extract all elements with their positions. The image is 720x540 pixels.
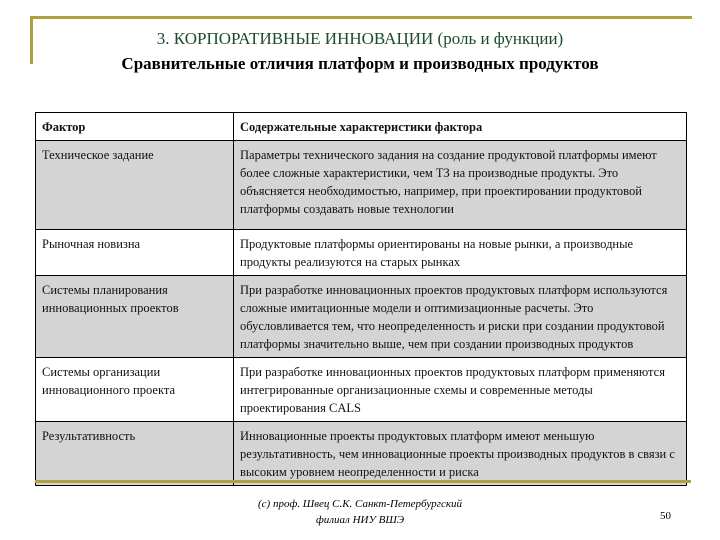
description-cell: При разработке инновационных проектов продуктовых платформ применяются интегрированные организационные схемы и современные методы проектирования CALS <box>234 358 687 422</box>
footer-line-2: филиал НИУ ВШЭ <box>315 514 405 526</box>
top-divider <box>30 16 692 19</box>
header-characteristics: Содержательные характеристики фактора <box>234 113 687 141</box>
description-cell: Продуктовые платформы ориентированы на новые рынки, а производные продукты реализуются на старых рынках <box>234 230 687 276</box>
factor-cell: Рыночная новизна <box>36 230 234 276</box>
table-row <box>36 230 687 276</box>
factor-cell: Системы планирования инновационных проектов <box>36 276 234 358</box>
page-number: 50 <box>660 510 671 522</box>
bottom-divider <box>35 480 691 483</box>
table-header-row <box>36 113 687 141</box>
factor-cell: Системы организации инновационного проекта <box>36 358 234 422</box>
table-row <box>36 276 687 358</box>
slide-title: 3. КОРПОРАТИВНЫЕ ИННОВАЦИИ (роль и функции) <box>156 29 564 48</box>
slide-subtitle: Сравнительные отличия платформ и производных продуктов <box>121 54 599 73</box>
table-row <box>36 358 687 422</box>
factor-cell: Результативность <box>36 422 234 486</box>
description-cell: Инновационные проекты продуктовых платформ имеют меньшую результативность, чем инновационные проекты производных продуктов в связи с высоким уровнем неопределенности и риска <box>234 422 687 486</box>
table-row <box>36 141 687 230</box>
comparison-table <box>35 112 687 486</box>
header-factor: Фактор <box>36 113 234 141</box>
factor-cell: Техническое задание <box>36 141 234 230</box>
description-cell: При разработке инновационных проектов продуктовых платформ используются сложные имитационные модели и оптимизационные расчеты. Это обусловливается тем, что неопределенность и риски при создании продуктовой платформы значительно выше, чем при создании производных продуктов <box>234 276 687 358</box>
table-row <box>36 422 687 486</box>
footer-line-1: (c) проф. Швец С.К. Санкт-Петербургский <box>258 498 462 510</box>
footer-credit <box>230 496 490 528</box>
description-cell: Параметры технического задания на создание продуктовой платформы имеют более сложные характеристики, чем ТЗ на производные продукты. Это объясняется необходимостью, например, при проектировании продуктовой платформы создавать новые технологии <box>234 141 687 230</box>
